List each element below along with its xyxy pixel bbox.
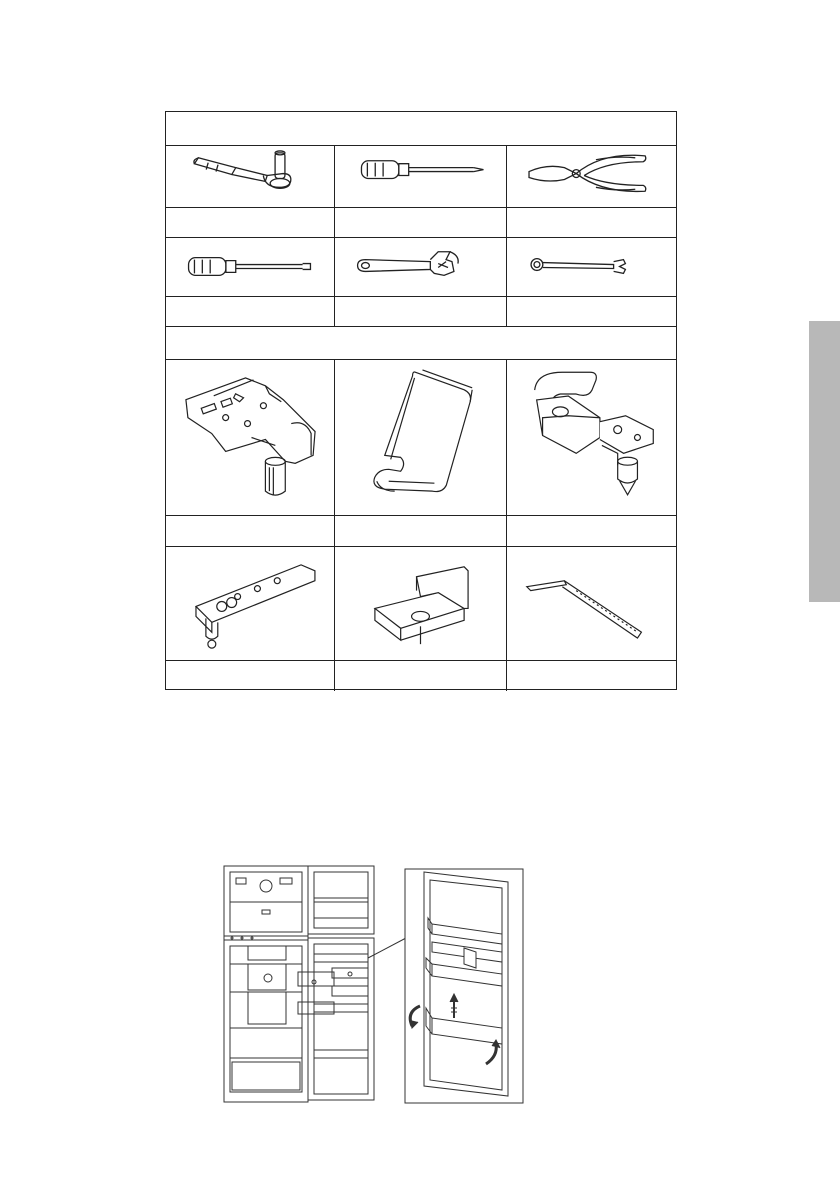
parts-image-row-1 xyxy=(166,360,676,516)
part-label xyxy=(335,661,507,691)
flat-screwdriver-icon xyxy=(166,238,335,296)
tools-header-row xyxy=(166,112,676,146)
tools-label-row-2 xyxy=(166,297,676,327)
tools-and-parts-table xyxy=(165,111,677,690)
part-label xyxy=(166,516,335,546)
socket-wrench-icon xyxy=(166,146,335,207)
part-label xyxy=(507,516,676,546)
refrigerator-open-illustration xyxy=(222,862,378,1104)
middle-hinge-icon xyxy=(507,360,676,515)
tool-label xyxy=(335,208,507,237)
tools-image-row-2 xyxy=(166,238,676,297)
tool-label xyxy=(507,297,676,326)
parts-image-row-2 xyxy=(166,547,676,661)
allen-key-icon xyxy=(507,547,676,660)
phillips-screwdriver-icon xyxy=(335,146,507,207)
tool-label xyxy=(166,208,335,237)
tools-label-row-1 xyxy=(166,208,676,238)
parts-header-row xyxy=(166,327,676,360)
tool-label xyxy=(166,297,335,326)
tool-label xyxy=(335,297,507,326)
pliers-icon xyxy=(507,146,676,207)
section-side-tab xyxy=(809,321,840,602)
door-stopper-icon xyxy=(335,547,507,660)
adjustable-wrench-icon xyxy=(335,238,507,296)
door-bin-removal-illustration xyxy=(404,868,524,1104)
part-label xyxy=(507,661,676,691)
combination-wrench-icon xyxy=(507,238,676,296)
parts-label-row-1 xyxy=(166,516,676,547)
hinge-cover-icon xyxy=(335,360,507,515)
tools-image-row-1 xyxy=(166,146,676,208)
tool-label xyxy=(507,208,676,237)
part-label xyxy=(335,516,507,546)
part-label xyxy=(166,661,335,691)
parts-label-row-2 xyxy=(166,661,676,691)
top-hinge-icon xyxy=(166,360,335,515)
bottom-hinge-icon xyxy=(166,547,335,660)
